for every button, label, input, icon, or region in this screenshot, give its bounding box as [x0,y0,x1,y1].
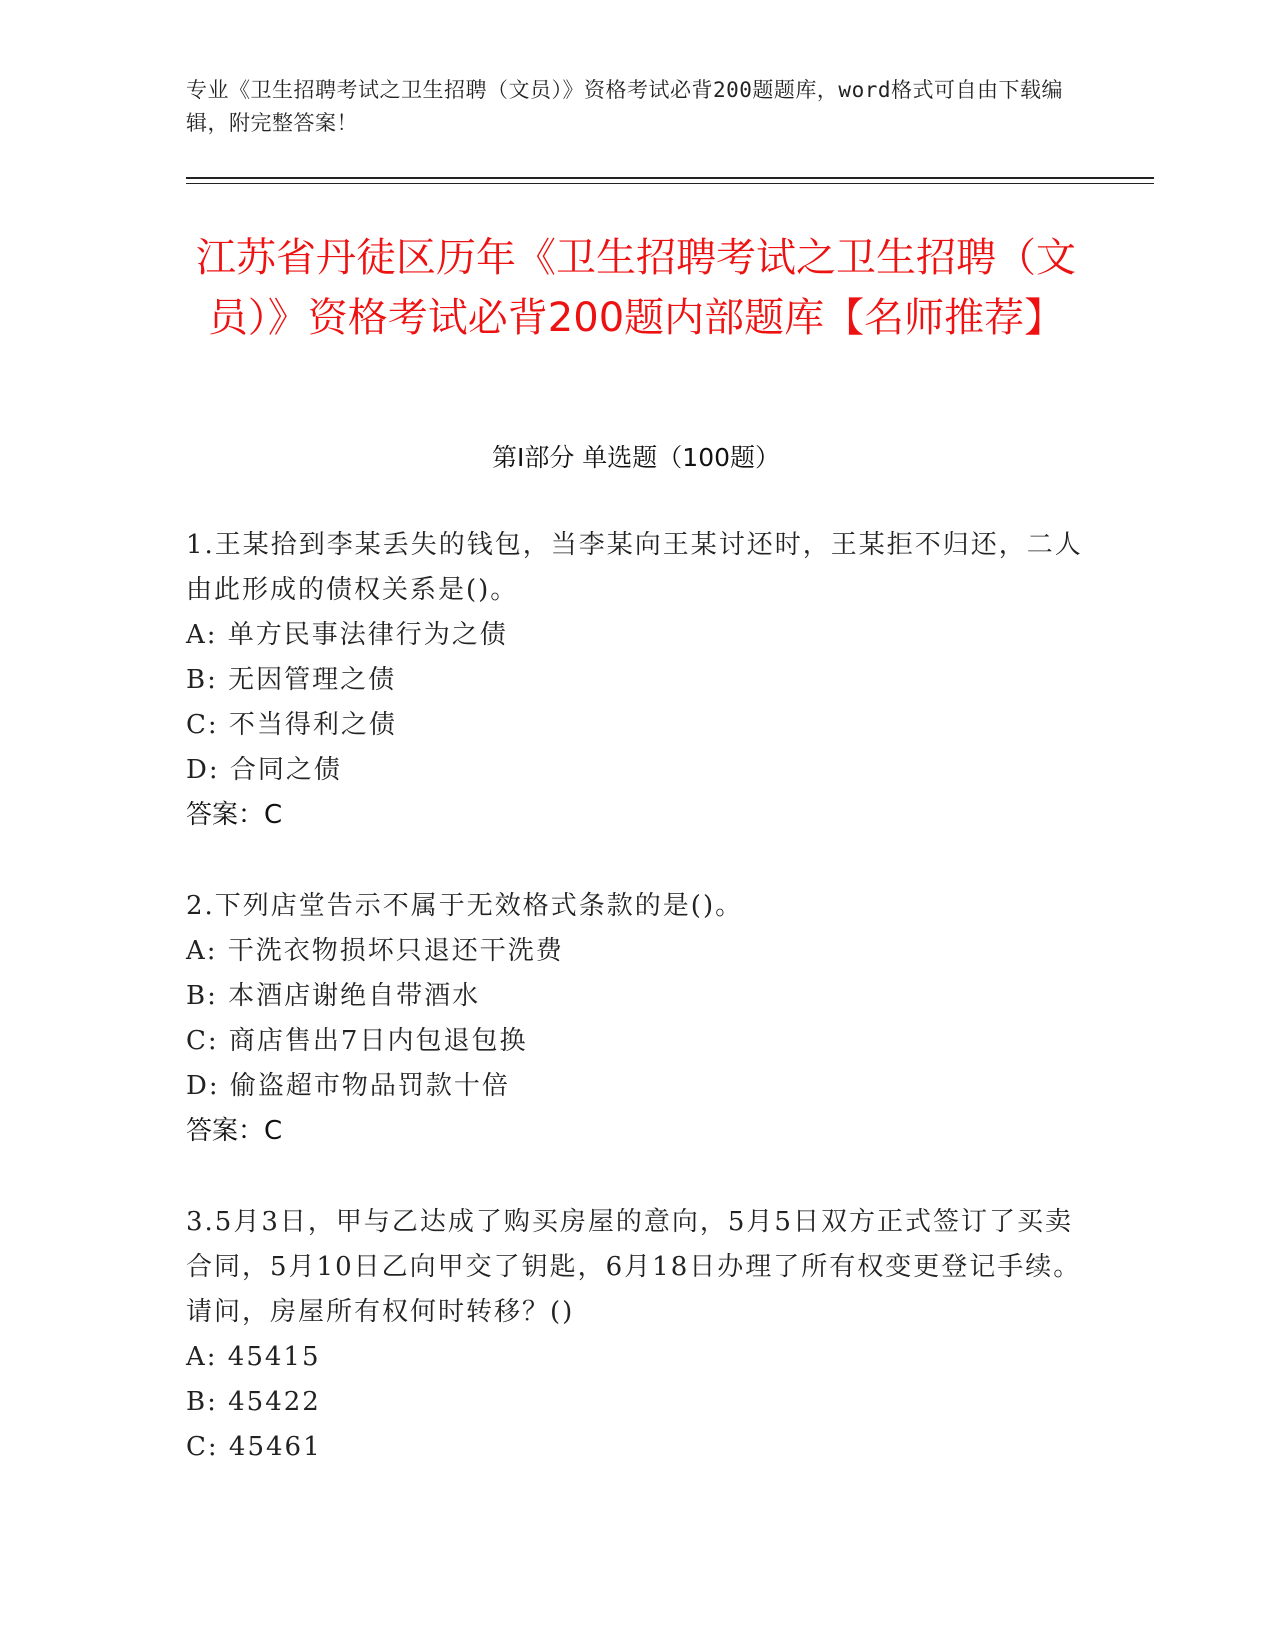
option-c: C: 不当得利之债 [186,710,397,740]
question-stem: 3.5月3日，甲与乙达成了购买房屋的意向，5月5日双方正式签订了买卖合同，5月10日乙向甲交了钥匙，6月18日办理了所有权变更登记手续。请问，房屋所有权何时转移？() [186,1207,1082,1327]
option-a: A: 干洗衣物损坏只退还干洗费 [186,936,564,966]
option-c: C: 45461 [186,1432,322,1462]
option-a: A: 45415 [186,1342,321,1372]
question-1 [186,523,1086,838]
header-rule-thin [186,183,1154,184]
option-b: B: 45422 [186,1387,321,1417]
option-b: B: 无因管理之债 [186,665,397,695]
option-d: D: 合同之债 [186,755,342,785]
question-stem: 2.下列店堂告示不属于无效格式条款的是()。 [186,891,744,921]
question-stem: 1.王某拾到李某丢失的钱包，当李某向王某讨还时，王某拒不归还，二人由此形成的债权关系是()。 [186,530,1083,605]
section-title: 第I部分 单选题（100题） [491,443,781,472]
option-b: B: 本酒店谢绝自带酒水 [186,981,481,1011]
answer: 答案：C [186,1116,283,1146]
question-2 [186,884,1086,1154]
header-rule-thick [186,177,1154,179]
header-note: 专业《卫生招聘考试之卫生招聘（文员）》资格考试必背200题题库，word格式可自由下载编辑，附完整答案！ [186,78,1063,135]
question-list [186,523,1086,1516]
question-3 [186,1200,1086,1470]
document-title: 江苏省丹徒区历年《卫生招聘考试之卫生招聘（文员）》资格考试必背200题内部题库【名师推荐】 [196,235,1076,341]
option-a: A: 单方民事法律行为之债 [186,620,508,650]
option-c: C: 商店售出7日内包退包换 [186,1026,528,1056]
option-d: D: 偷盗超市物品罚款十倍 [186,1071,510,1101]
answer: 答案：C [186,800,283,830]
